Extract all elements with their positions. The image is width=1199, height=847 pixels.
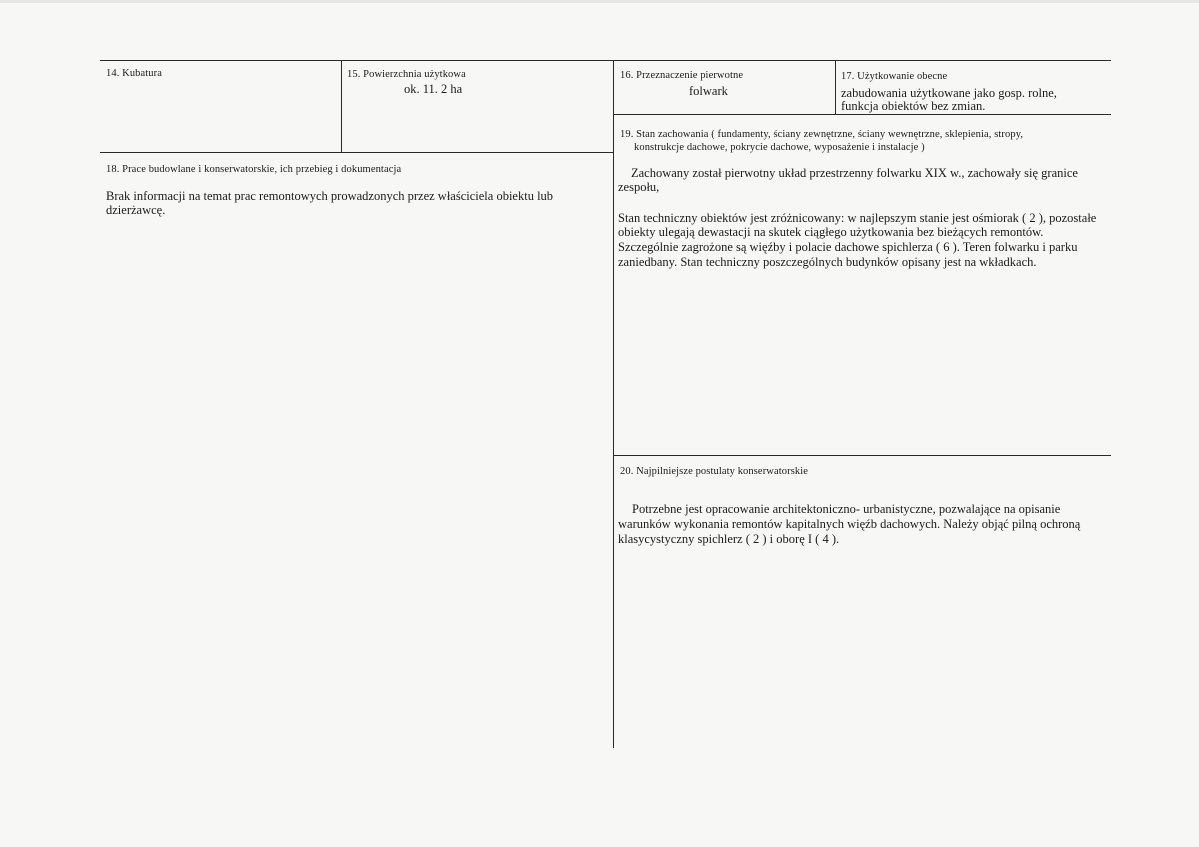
original-purpose-value: folwark [689, 84, 728, 98]
condition-label-line2: konstrukcje dachowe, pokrycie dachowe, wyposażenie i instalacje ) [634, 142, 925, 153]
condition-label-line1: 19. Stan zachowania ( fundamenty, ściany zewnętrzne, ściany wewnętrzne, sklepienia, stropy, [620, 129, 1024, 140]
rule-above-20 [613, 455, 1111, 456]
condition-para1-line2: zespołu, [618, 180, 660, 194]
top-rule [100, 60, 1111, 61]
condition-para2-line1: Stan techniczny obiektów jest zróżnicowany: w najlepszym stanie jest ośmiorak ( 2 ), pozostałe [618, 211, 1097, 225]
kubatura-label: 14. Kubatura [106, 68, 163, 79]
postulates-line3: klasycystyczny spichlerz ( 2 ) i oborę I ( 4 ). [618, 532, 840, 546]
postulates-line1: Potrzebne jest opracowanie architektoniczno- urbanistyczne, pozwalające na opisanie [632, 502, 1061, 516]
scan-top-edge [0, 0, 1199, 3]
rule-under-14-15 [100, 152, 613, 153]
usable-area-value: ok. 11. 2 ha [404, 82, 463, 96]
usable-area-label: 15. Powierzchnia użytkowa [347, 69, 466, 80]
postulates-label: 20. Najpilniejsze postulaty konserwatorskie [620, 466, 809, 477]
works-label: 18. Prace budowlane i konserwatorskie, ich przebieg i dokumentacja [106, 164, 402, 175]
postulates-line2: warunków wykonania remontów kapitalnych więźb dachowych. Należy objąć pilną ochroną [618, 517, 1081, 531]
original-purpose-label: 16. Przeznaczenie pierwotne [620, 70, 744, 81]
works-text-line2: dzierżawcę. [106, 203, 166, 217]
divider-16-17 [835, 60, 836, 114]
condition-para2-line2: obiekty ulegają dewastacji na skutek ciągłego użytkowania bez bieżących remontów. [618, 225, 1044, 239]
rule-under-16-17 [613, 114, 1111, 115]
condition-para2-line4: zaniedbany. Stan techniczny poszczególnych budynków opisany jest na wkładkach. [618, 255, 1037, 269]
works-text-line1: Brak informacji na temat prac remontowych prowadzonych przez właściciela obiektu lub [106, 189, 554, 203]
current-use-value-line2: funkcja obiektów bez zmian. [841, 99, 986, 113]
condition-para2-line3: Szczególnie zagrożone są więźby i polacie dachowe spichlerza ( 6 ). Teren folwarku i parku [618, 240, 1078, 254]
main-divider [613, 60, 614, 748]
condition-para1-line1: Zachowany został pierwotny układ przestrzenny folwarku XIX w., zachowały się granice [631, 166, 1078, 180]
current-use-label: 17. Użytkowanie obecne [841, 71, 948, 82]
divider-14-15 [341, 60, 342, 152]
current-use-value-line1: zabudowania użytkowane jako gosp. rolne, [841, 86, 1057, 100]
